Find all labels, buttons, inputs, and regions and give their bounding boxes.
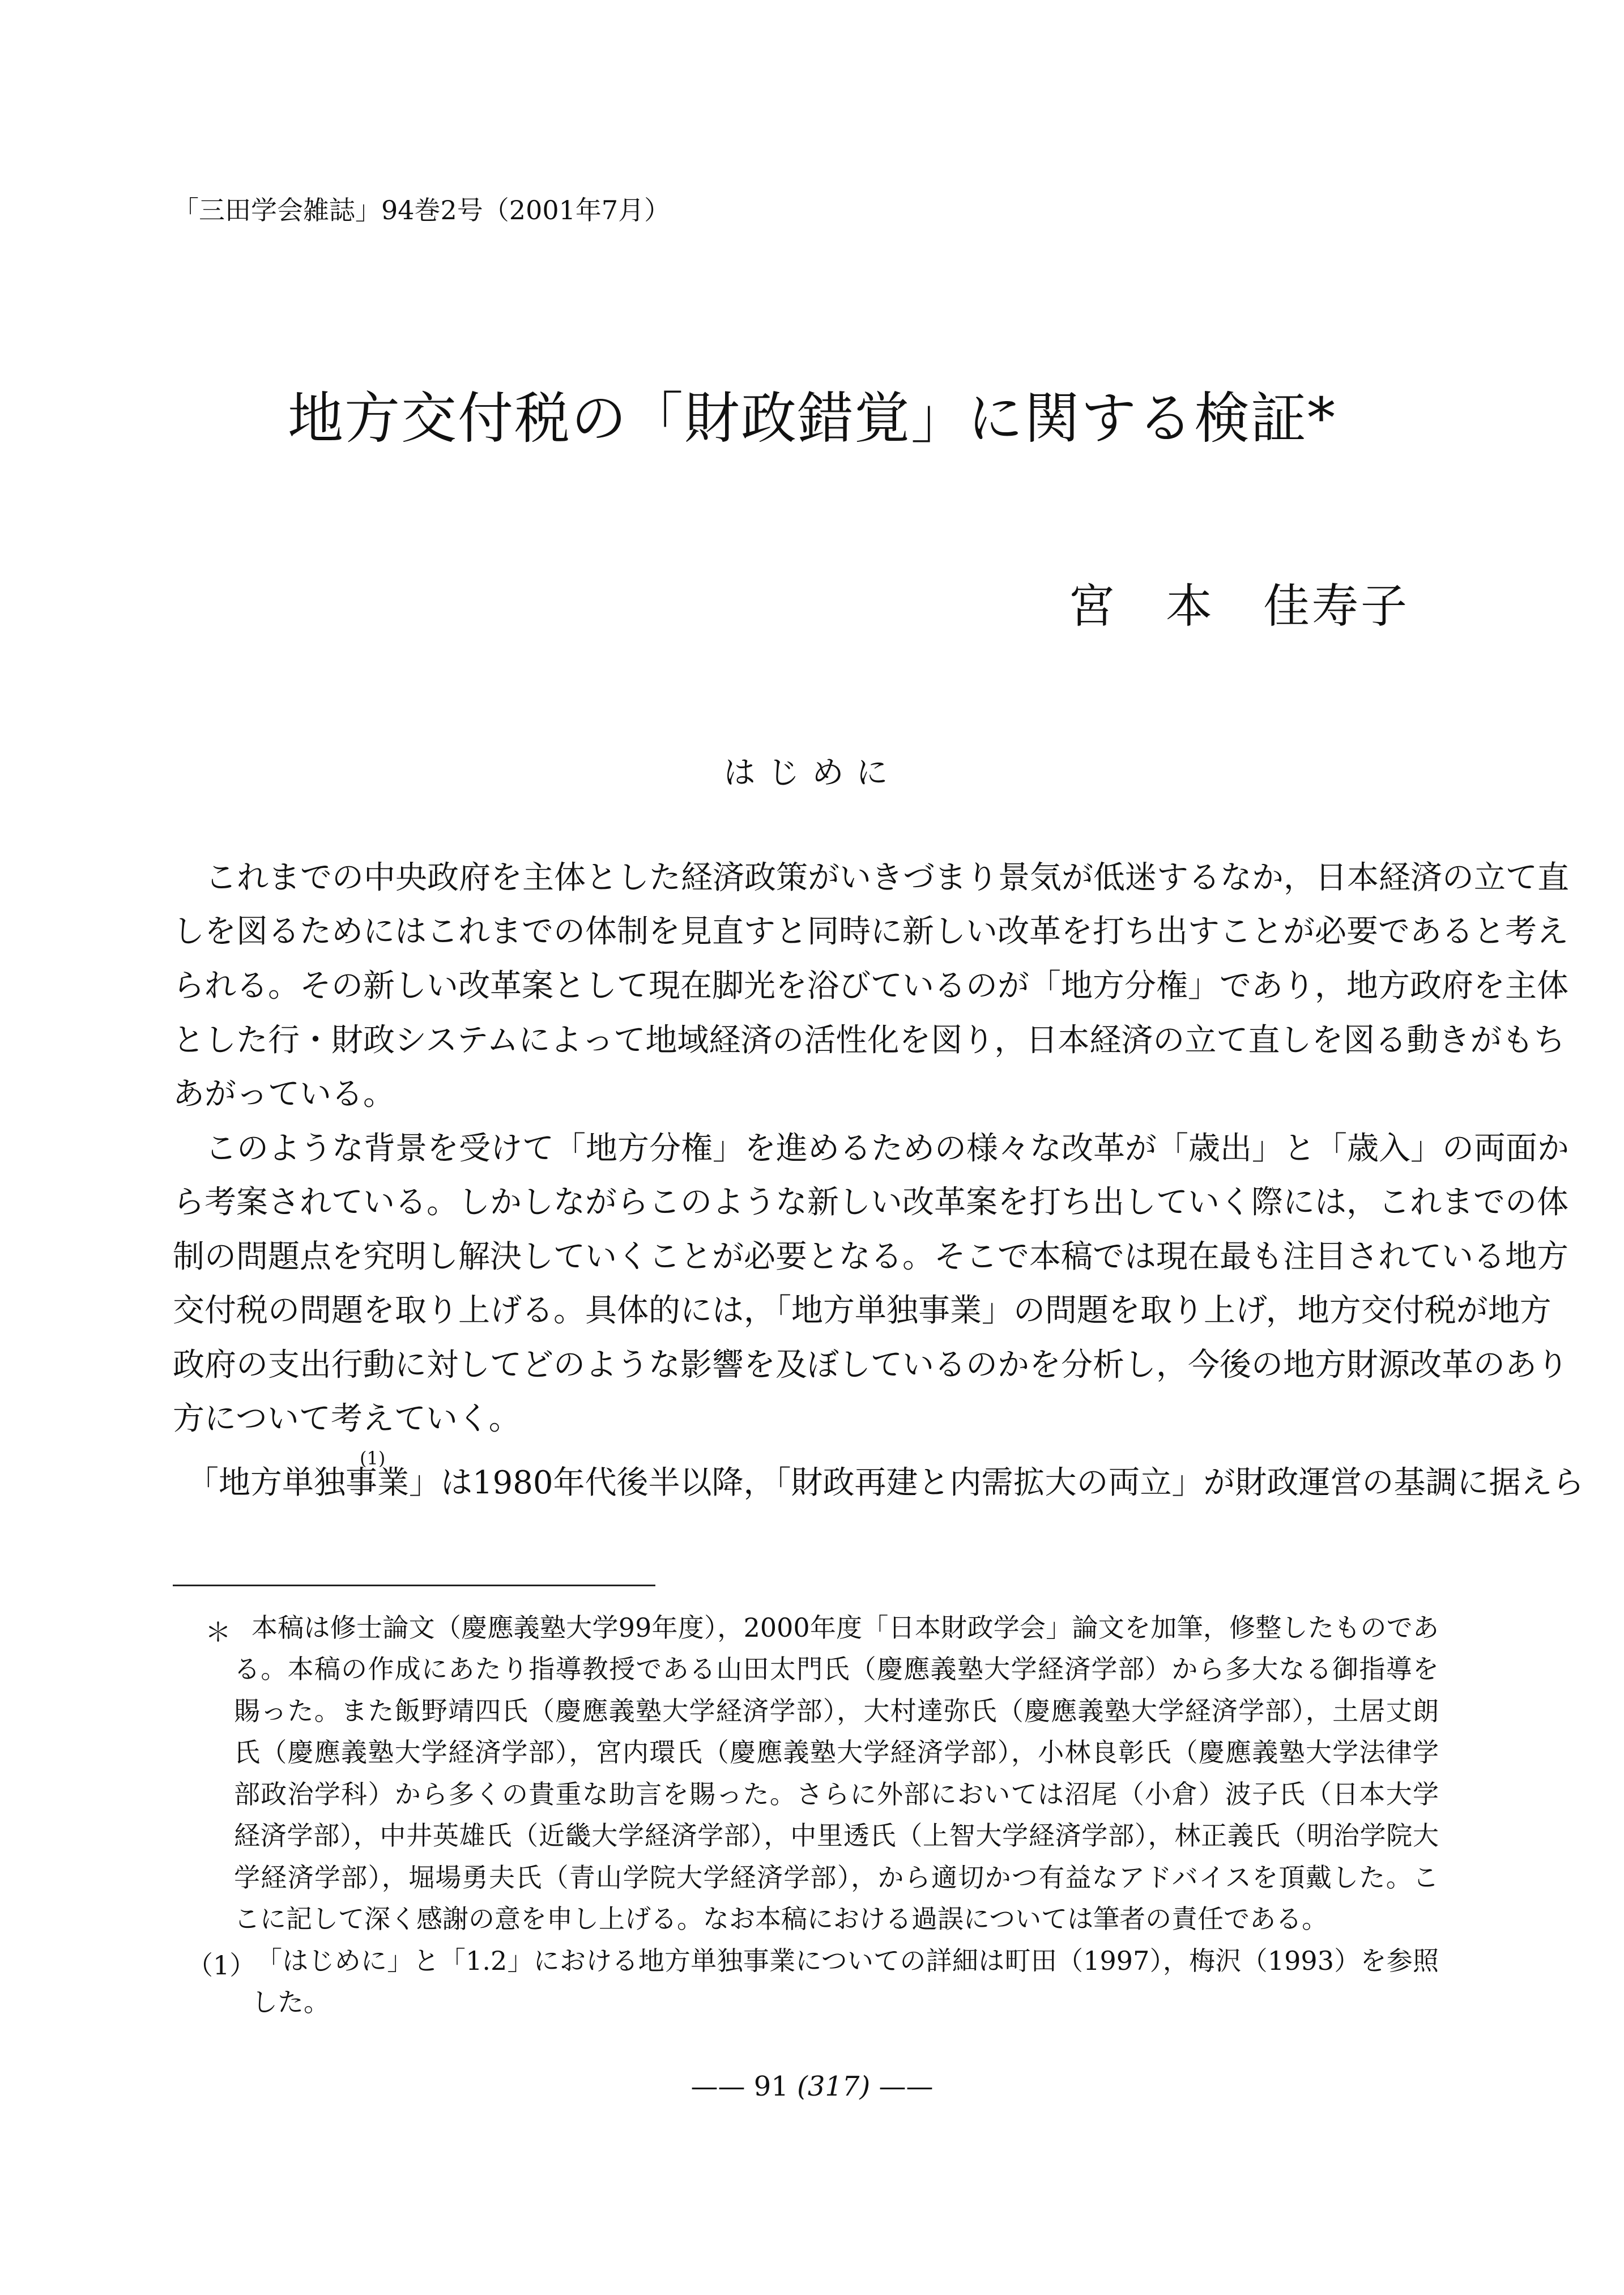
footnote-line: 部政治学科）から多くの貴重な助言を賜った。さらに外部においては沼尾（小倉）波子氏（日本大学 [234,1779,1439,1809]
footnote-line: る。本稿の作成にあたり指導教授である山田太門氏（慶應義塾大学経済学部）から多大なる御指導を [234,1654,1439,1684]
footnote-line: 経済学部），中井英雄氏（近畿大学経済学部），中里透氏（上智大学経済学部），林正義氏（明治学院大 [234,1820,1439,1851]
page-dash-right: —— [879,2071,934,2102]
footnote-line: 氏（慶應義塾大学経済学部），宮内環氏（慶應義塾大学経済学部），小林良彰氏（慶應義塾大学法律学 [234,1737,1439,1768]
body-line: 制の問題点を究明し解決していくことが必要となる。そこで本稿では現在最も注目されている地方 [173,1238,1568,1275]
footnote-line: 「はじめに」と「1.2」における地方単独事業についての詳細は町田（1997），梅沢（1993）を参照 [256,1945,1439,1976]
page-total-number: (317) [797,2071,871,2102]
section-heading: はじめに [723,755,901,791]
footnote-star-mark: ＊ [205,1617,231,1647]
footnote-line: 学経済学部），堀場勇夫氏（青山学院大学経済学部），から適切かつ有益なアドバイスを頂戴した。こ [234,1862,1439,1893]
body-line: しを図るためにはこれまでの体制を見直すと同時に新しい改革を打ち出すことが必要であると考え [173,913,1568,950]
body-line: 方について考えていく。 [173,1400,521,1437]
footnote-line: こに記して深く感謝の意を申し上げる。なお本稿における過誤については筆者の責任である。 [234,1904,1328,1934]
page-number-value: 91 [753,2071,788,2102]
footnote-reference[interactable]: (1) [360,1447,386,1469]
page-dash-left: —— [690,2071,745,2102]
journal-header: 「三田学会雑誌」94巻2号（2001年7月） [173,195,671,225]
body-line: このような背景を受けて「地方分権」を進めるための様々な改革が「歳出」と「歳入」の両面か [205,1130,1569,1167]
author-name: 宮 本 佳寿子 [1068,580,1410,633]
body-line: ら考案されている。しかしながらこのような新しい改革案を打ち出していく際には，これまでの体 [173,1184,1568,1221]
body-line: 政府の支出行動に対してどのような影響を及ぼしているのかを分析し，今後の地方財源改革のあり [173,1347,1568,1383]
footnote-1-mark: （1） [187,1950,256,1981]
paper-title: 地方交付税の「財政錯覚」に関する検証* [287,386,1336,451]
body-line: 「地方単独事業」は1980年代後半以降，「財政再建と内需拡大の両立」が財政運営の基調に据えら [187,1464,1584,1501]
body-line: られる。その新しい改革案として現在脚光を浴びているのが「地方分権」であり，地方政府を主体 [173,968,1568,1004]
body-line: これまでの中央政府を主体とした経済政策がいきづまり景気が低迷するなか，日本経済の立て直 [205,859,1569,896]
page-number [0,2071,1624,2102]
footnote-divider [173,1585,655,1586]
footnote-line: 賜った。また飯野靖四氏（慶應義塾大学経済学部），大村達弥氏（慶應義塾大学経済学部），土居丈朗 [234,1696,1439,1726]
footnote-line: した。 [252,1987,330,2017]
body-line: とした行・財政システムによって地域経済の活性化を図り，日本経済の立て直しを図る動きがもち [173,1022,1566,1059]
body-line: あがっている。 [173,1076,395,1113]
footnote-line: 本稿は修士論文（慶應義塾大学99年度），2000年度「日本財政学会」論文を加筆，修整したものであ [252,1612,1439,1643]
body-line: 交付税の問題を取り上げる。具体的には，「地方単独事業」の問題を取り上げ，地方交付税が地方 [173,1292,1551,1329]
